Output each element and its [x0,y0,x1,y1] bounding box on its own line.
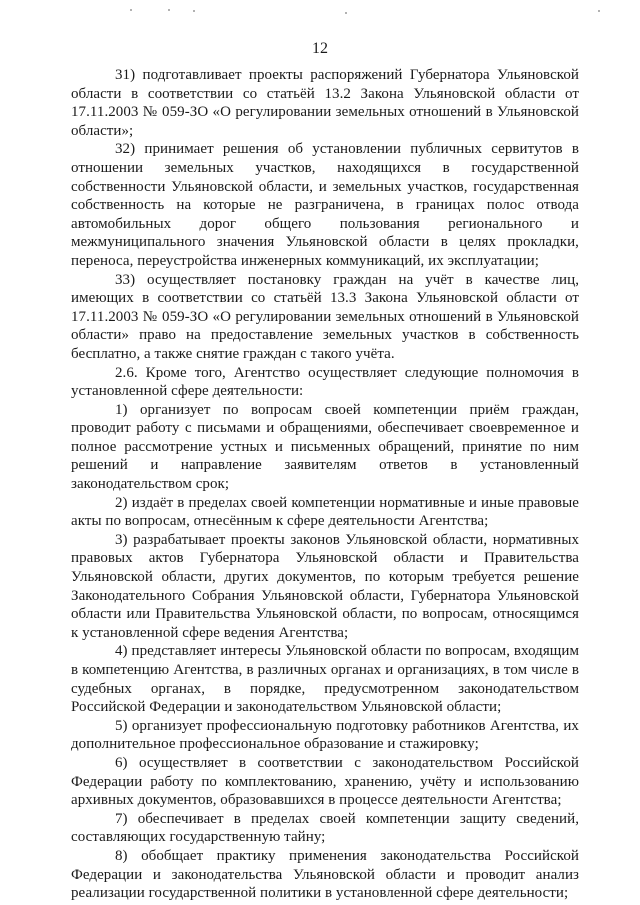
page-number: 12 [312,40,328,57]
paragraph-item-33: 33) осуществляет постановку граждан на учёт в качестве лиц, имеющих в соответствии со статьёй 13.3 Закона Ульяновской области от 17.11.2003 № 059-ЗО «О регулировании земельных отношений в Ульяновской области» право на предоставление земельных участков в собственность бесплатно, а также снятие граждан с такого учёта. [71,271,579,362]
paragraph-item-6: 6) осуществляет в соответствии с законодательством Российской Федерации работу по комплектованию, хранению, учёту и использованию архивных документов, образовавшихся в процессе деятельности Агентства; [71,754,579,809]
paragraph-item-1: 1) организует по вопросам своей компетенции приём граждан, проводит работу с письмами и обращениями, обеспечивает своевременное и полное рассмотрение устных и письменных обращений, принятие по ним решений и направление заявителям ответов в установленный законодательством срок; [71,401,579,493]
paragraph-item-8: 8) обобщает практику применения законодательства Российской Федерации и законодательства Ульяновской области и проводит анализ реализации государственной политики в установленной сфере деятельности; [71,847,579,902]
scan-artifact [598,10,600,12]
scan-artifact [130,9,132,11]
paragraph-item-2: 2) издаёт в пределах своей компетенции нормативные и иные правовые акты по вопросам, отнесённым к сфере деятельности Агентства; [71,494,579,530]
scan-artifact [193,10,195,12]
paragraph-item-31: 31) подготавливает проекты распоряжений Губернатора Ульяновской области в соответствии со статьёй 13.2 Закона Ульяновской области от 17.11.2003 № 059-ЗО «О регулировании земельных отношений в Ульяновской области»; [71,67,579,139]
scan-artifact [168,9,170,11]
paragraph-item-3: 3) разрабатывает проекты законов Ульяновской области, нормативных правовых актов Губернатора Ульяновской области и Правительства Ульяновской области, других документов, по которым требуется решение Законодательного Собрания Ульяновской области, Губернатора Ульяновской области или Правительства Ульяновской области, по вопросам, относящимся к установленной сфере ведения Агентства; [71,531,579,641]
paragraph-item-7: 7) обеспечивает в пределах своей компетенции защиту сведений, составляющих государственную тайну; [71,810,579,846]
scan-artifact [345,12,347,14]
paragraph-item-5: 5) организует профессиональную подготовку работников Агентства, их дополнительное профессиональное образование и стажировку; [71,717,579,753]
document-body [71,66,579,903]
paragraph-item-32: 32) принимает решения об установлении публичных сервитутов в отношении земельных участков, находящихся в государственной собственности Ульяновской области, и земельных участков, государственная собственность на которые не разграничена, в границах полос отвода автомобильных дорог общего пользования регионального и межмуниципального значения Ульяновской области в целях прокладки, переноса, переустройства инженерных коммуникаций, их эксплуатации; [71,141,579,269]
paragraph-item-4: 4) представляет интересы Ульяновской области по вопросам, входящим в компетенцию Агентства, в различных органах и организациях, в том числе в судебных органах, в порядке, предусмотренном законодательством Российской Федерации и законодательством Ульяновской области; [71,643,579,716]
paragraph-section-2-6: 2.6. Кроме того, Агентство осуществляет следующие полномочия в установленной сфере деятельности: [71,364,579,400]
